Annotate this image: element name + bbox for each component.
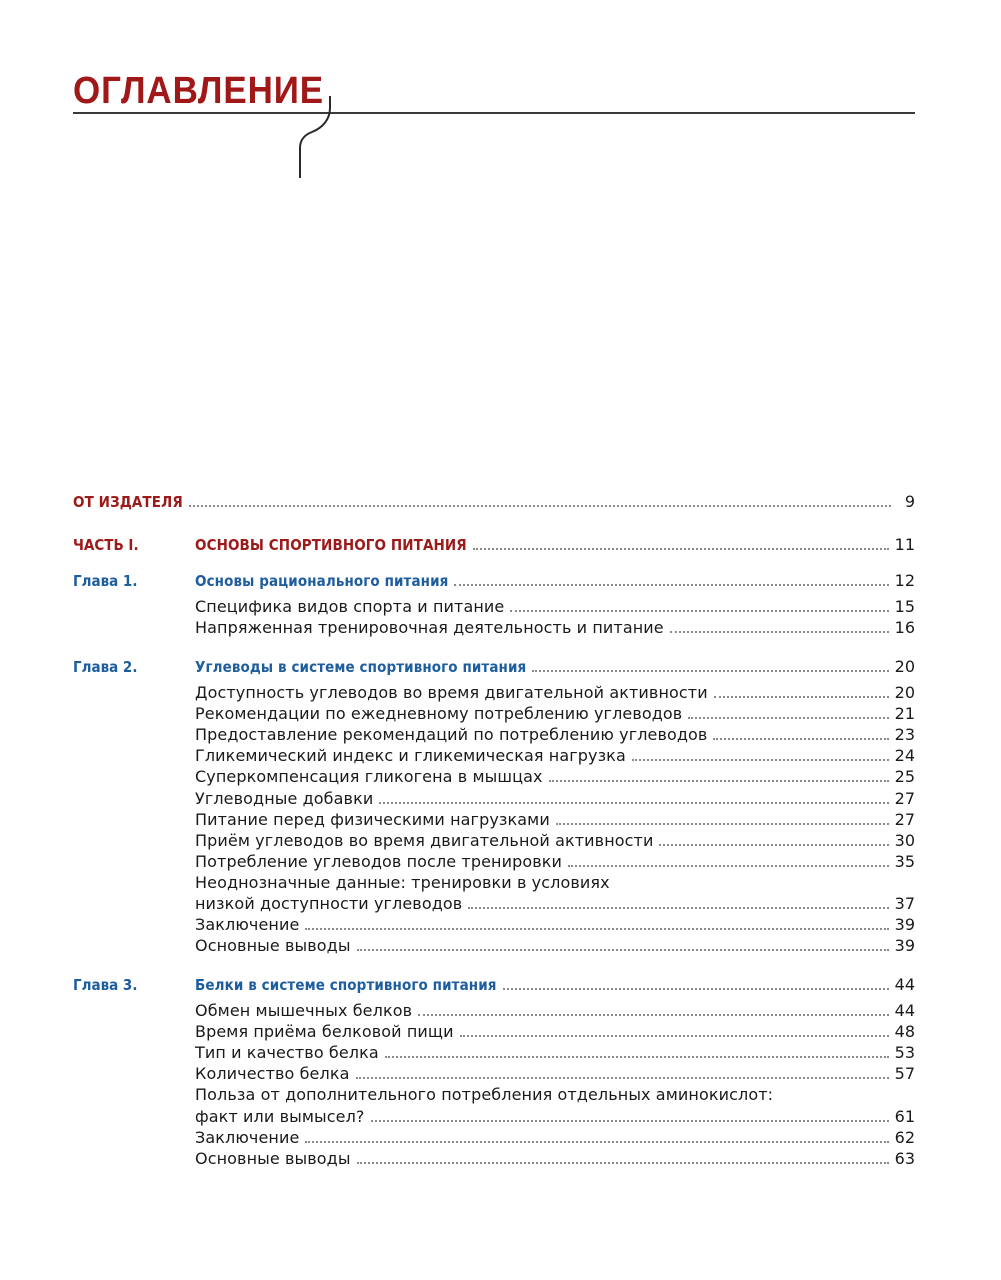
- toc-item-title: Предоставление рекомендаций по потреблению углеводов: [195, 725, 708, 745]
- toc-item-title: Время приёма белковой пищи: [195, 1022, 454, 1042]
- toc-item-title: Специфика видов спорта и питание: [195, 597, 505, 616]
- toc-leader-dots: [568, 865, 889, 867]
- toc-page-number: 24: [894, 746, 915, 766]
- toc-item-title: Доступность углеводов во время двигательной активности: [195, 683, 708, 702]
- toc-item-title: Польза от дополнительного потребления отдельных аминокислот:: [195, 1085, 774, 1105]
- toc-leader-dots: [714, 696, 889, 698]
- toc-chapter-label: Глава 3.: [73, 976, 138, 994]
- toc-page-number: 61: [894, 1106, 915, 1126]
- toc-leader-dots: [460, 1035, 889, 1037]
- toc-item-title: Неоднозначные данные: тренировки в условиях: [195, 872, 610, 892]
- toc-item[interactable]: [73, 808, 915, 830]
- toc-chapter-title: Белки в системе спортивного питания: [195, 976, 497, 994]
- toc-item-title: Приём углеводов во время двигательной активности: [195, 830, 654, 850]
- toc-item-title: Питание перед физическими нагрузками: [195, 809, 550, 829]
- toc-item[interactable]: [73, 1041, 915, 1063]
- toc-leader-dots: [305, 928, 888, 930]
- toc-page-number: 37: [894, 894, 915, 913]
- toc-page-number: 9: [904, 492, 915, 511]
- toc-item-title: Суперкомпенсация гликогена в мышцах: [195, 767, 543, 787]
- toc-page-number: 21: [894, 704, 915, 724]
- toc-item[interactable]: [73, 1126, 915, 1148]
- toc-item[interactable]: [73, 744, 915, 766]
- toc-item-title: Рекомендации по ежедневному потреблению углеводов: [195, 704, 683, 724]
- toc-item[interactable]: [73, 1105, 915, 1127]
- toc-leader-dots: [659, 844, 888, 846]
- toc-item-title: Напряженная тренировочная деятельность и питание: [195, 618, 664, 638]
- toc-page-number: 44: [894, 1001, 915, 1020]
- toc-chapter-title: Углеводы в системе спортивного питания: [195, 658, 527, 676]
- toc-leader-dots: [357, 949, 889, 951]
- toc-leader-dots: [468, 907, 888, 909]
- toc-leader-dots: [189, 505, 891, 507]
- toc-page-number: 53: [894, 1043, 915, 1063]
- toc-leader-dots: [454, 584, 888, 586]
- toc-page-number: 39: [894, 936, 915, 956]
- toc-leader-dots: [473, 548, 889, 550]
- toc-leader-dots: [549, 780, 889, 782]
- toc-item[interactable]: [73, 871, 915, 893]
- toc-page-number: 20: [894, 683, 915, 702]
- toc-item-title: Потребление углеводов после тренировки: [195, 851, 563, 871]
- toc-item[interactable]: [73, 1147, 915, 1169]
- toc-page-number: 25: [894, 767, 915, 787]
- toc-chapter-1[interactable]: [73, 569, 915, 591]
- toc-item-title: Заключение: [195, 915, 300, 935]
- toc-item-title: Заключение: [195, 1127, 300, 1147]
- toc-leader-dots: [532, 670, 888, 672]
- toc-leader-dots: [688, 717, 888, 719]
- toc-leader-dots: [379, 802, 888, 804]
- toc-page-number: 39: [894, 915, 915, 935]
- toc-item[interactable]: [73, 787, 915, 809]
- toc-chapter-label: Глава 2.: [73, 658, 138, 676]
- toc-page-number: 20: [894, 657, 915, 676]
- toc-item[interactable]: [73, 1020, 915, 1042]
- toc-item[interactable]: [73, 934, 915, 956]
- toc-item[interactable]: [73, 1083, 915, 1105]
- toc-page-number: 27: [894, 788, 915, 808]
- toc-entry-publisher[interactable]: [73, 490, 915, 512]
- toc-page-number: 44: [894, 975, 915, 994]
- toc-part-label: ЧАСТЬ I.: [73, 536, 139, 554]
- header-rule: [73, 112, 915, 114]
- toc-item[interactable]: [73, 999, 915, 1021]
- toc-leader-dots: [418, 1014, 889, 1016]
- toc-page-number: 63: [894, 1148, 915, 1168]
- page-title: ОГЛАВЛЕНИЕ: [73, 70, 325, 112]
- toc-item-title: Основные выводы: [195, 1148, 351, 1168]
- toc-item-title: низкой доступности углеводов: [195, 894, 463, 913]
- toc-chapter-3[interactable]: [73, 973, 915, 995]
- toc-item[interactable]: [73, 702, 915, 724]
- toc-page-number: 23: [894, 725, 915, 745]
- toc-item-title: Обмен мышечных белков: [195, 1001, 413, 1020]
- toc-leader-dots: [556, 823, 889, 825]
- toc-page-number: 57: [894, 1064, 915, 1084]
- toc-item-title: Основные выводы: [195, 936, 351, 956]
- toc-page-number: 62: [894, 1127, 915, 1147]
- toc-item[interactable]: [73, 913, 915, 935]
- toc-item[interactable]: [73, 829, 915, 851]
- toc-page-number: 15: [894, 597, 915, 616]
- toc-chapter-2[interactable]: [73, 655, 915, 677]
- toc-item[interactable]: [73, 616, 915, 638]
- toc-item[interactable]: [73, 681, 915, 703]
- toc-leader-dots: [305, 1141, 888, 1143]
- toc-leader-dots: [385, 1056, 889, 1058]
- toc-item[interactable]: [73, 723, 915, 745]
- toc-page-number: 11: [894, 535, 915, 554]
- toc-leader-dots: [510, 610, 888, 612]
- toc-item[interactable]: [73, 595, 915, 617]
- toc-leader-dots: [503, 988, 889, 990]
- toc-leader-dots: [713, 738, 888, 740]
- toc-chapter-title: Основы рационального питания: [195, 572, 449, 590]
- toc-leader-dots: [371, 1120, 889, 1122]
- toc-item[interactable]: [73, 892, 915, 914]
- toc-item-title: Углеводные добавки: [195, 788, 374, 808]
- header-hook-ornament: [290, 94, 350, 184]
- toc-page-number: 12: [894, 571, 915, 590]
- toc-item[interactable]: [73, 850, 915, 872]
- toc-chapter-label: Глава 1.: [73, 572, 138, 590]
- toc-leader-dots: [670, 631, 889, 633]
- toc-page-number: 35: [894, 851, 915, 871]
- toc-part-1[interactable]: [73, 533, 915, 555]
- toc-leader-dots: [632, 759, 889, 761]
- toc-entry-title: ОТ ИЗДАТЕЛЯ: [73, 493, 183, 511]
- toc-part-title: ОСНОВЫ СПОРТИВНОГО ПИТАНИЯ: [195, 536, 467, 554]
- toc-leader-dots: [357, 1162, 889, 1164]
- toc-page-number: 48: [894, 1022, 915, 1042]
- toc-page-number: 30: [894, 830, 915, 850]
- toc-item[interactable]: [73, 765, 915, 787]
- toc-page-number: 16: [894, 618, 915, 638]
- toc-item-title: Гликемический индекс и гликемическая нагрузка: [195, 746, 626, 766]
- toc-item-title: Количество белка: [195, 1064, 350, 1084]
- toc-leader-dots: [356, 1077, 889, 1079]
- toc-item-title: Тип и качество белка: [195, 1043, 379, 1063]
- toc-page-number: 27: [894, 809, 915, 829]
- toc-item[interactable]: [73, 1062, 915, 1084]
- toc-item-title: факт или вымысел?: [195, 1106, 365, 1126]
